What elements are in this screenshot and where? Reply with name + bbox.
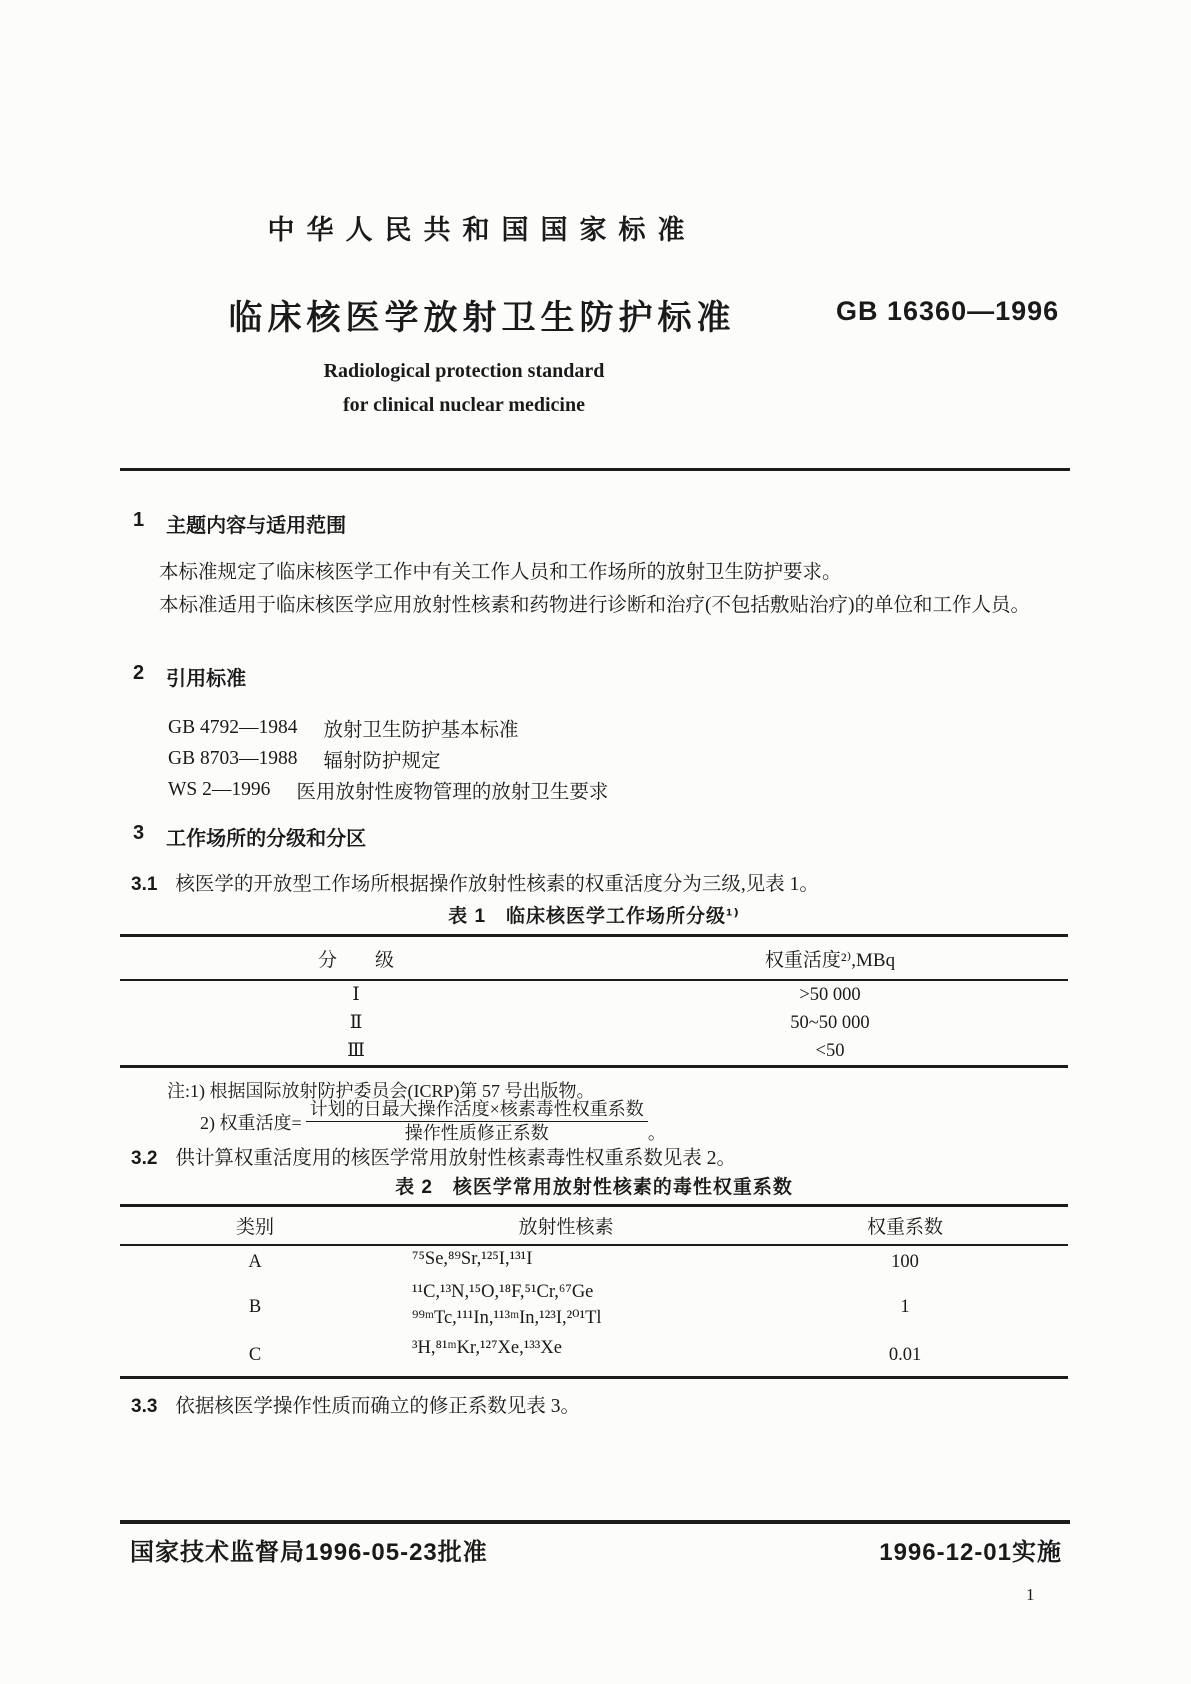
- coefficient-value: 1: [900, 1296, 910, 1317]
- activity-value: >50 000: [799, 984, 861, 1005]
- reference-name: 医用放射性废物管理的放射卫生要求: [296, 781, 609, 803]
- reference-code: WS 2—1996: [168, 778, 271, 800]
- nuclides-value: [390, 1246, 742, 1279]
- clause-3-1: [131, 868, 819, 896]
- table-1-caption: 表 1 临床核医学工作场所分级¹⁾: [448, 906, 740, 927]
- coefficient-value: 100: [891, 1252, 919, 1272]
- footer-row: [130, 1532, 1062, 1567]
- reference-name: 辐射防护规定: [323, 750, 441, 772]
- category-value: B: [248, 1296, 262, 1317]
- section-3-number: 3: [133, 822, 145, 844]
- table-row: [120, 1279, 1068, 1335]
- section-1-paragraph-2: 本标准适用于临床核医学应用放射性核素和药物进行诊断和治疗(不包括敷贴治疗)的单位和工作人员。: [159, 595, 1030, 616]
- standard-number: GB 16360—1996: [836, 296, 1060, 326]
- reference-code: GB 8703—1988: [168, 747, 298, 769]
- table-row: [120, 1246, 1068, 1279]
- reference-name: 放射卫生防护基本标准: [323, 719, 519, 741]
- table-2-header-row: [120, 1207, 1068, 1246]
- table-row: [120, 1009, 1068, 1037]
- table-2-header-category: 类别: [235, 1217, 274, 1238]
- category-value: C: [248, 1345, 262, 1365]
- activity-value: 50~50 000: [790, 1012, 870, 1033]
- section-2-title: 引用标准: [166, 668, 247, 690]
- clause-3-2: [131, 1142, 736, 1170]
- formula-period: 。: [647, 1123, 666, 1143]
- coefficient-value: 0.01: [888, 1345, 922, 1365]
- clause-3-2-text: 供计算权重活度用的核医学常用放射性核素毒性权重系数见表 2。: [175, 1148, 737, 1169]
- clause-3-3: [131, 1390, 580, 1418]
- implementation-date-text: 1996-12-01实施: [879, 1539, 1062, 1566]
- table-1-note-2-formula: [200, 1098, 666, 1145]
- formula-label: 2) 权重活度=: [200, 1112, 302, 1133]
- page-title: 临床核医学放射卫生防护标准: [228, 299, 736, 337]
- table-row: [120, 981, 1068, 1009]
- section-2-number: 2: [133, 662, 145, 684]
- nuclide-line: ³H,⁸¹ᵐKr,¹²⁷Xe,¹³³Xe: [412, 1338, 562, 1358]
- reference-code: GB 4792—1984: [168, 716, 298, 738]
- grade-value: Ⅲ: [347, 1041, 365, 1061]
- approval-date-text: 国家技术监督局1996-05-23批准: [130, 1539, 488, 1566]
- table-2-caption: 表 2 核医学常用放射性核素的毒性权重系数: [395, 1177, 793, 1198]
- formula-fraction: [306, 1098, 648, 1145]
- table-2-toxicity-weighting-factors: [120, 1204, 1068, 1379]
- nuclides-value: [390, 1279, 742, 1335]
- nuclides-value: [390, 1335, 742, 1376]
- table-2-header-coefficient: 权重系数: [866, 1217, 943, 1238]
- national-standard-header: 中华人民共和国国家标准: [267, 215, 697, 245]
- section-1-title: 主题内容与适用范围: [166, 515, 347, 537]
- table-2-header-nuclides: 放射性核素: [518, 1217, 614, 1238]
- formula-denominator: 操作性质修正系数: [404, 1123, 549, 1143]
- table-1-header-row: [120, 937, 1068, 981]
- nuclide-line: ¹¹C,¹³N,¹⁵O,¹⁸F,⁵¹Cr,⁶⁷Ge: [412, 1282, 594, 1302]
- nuclide-line: ⁷⁵Se,⁸⁹Sr,¹²⁵I,¹³¹I: [412, 1249, 533, 1269]
- section-2-heading: [133, 662, 246, 691]
- table-1-note-1: 注:1) 根据国际放射防护委员会(ICRP)第 57 号出版物。: [167, 1081, 595, 1101]
- reference-item: [168, 774, 608, 805]
- reference-list: [168, 712, 608, 805]
- table-row: [120, 1037, 1068, 1065]
- english-title-line2: for clinical nuclear medicine: [342, 394, 585, 416]
- footer-divider: [120, 1520, 1070, 1524]
- clause-3-3-number: 3.3: [131, 1396, 158, 1417]
- grade-value: Ⅱ: [349, 1013, 363, 1033]
- grade-value: Ⅰ: [352, 985, 360, 1005]
- table-1-header-grade: 分 级: [317, 949, 394, 971]
- section-1-paragraph-1: 本标准规定了临床核医学工作中有关工作人员和工作场所的放射卫生防护要求。: [159, 562, 842, 583]
- clause-3-1-number: 3.1: [131, 874, 158, 895]
- table-row: [120, 1335, 1068, 1376]
- table-1-header-activity: 权重活度²⁾,MBq: [764, 949, 896, 971]
- nuclide-line: ⁹⁹ᵐTc,¹¹¹In,¹¹³ᵐIn,¹²³I,²⁰¹Tl: [412, 1308, 602, 1328]
- page-number: 1: [1026, 1585, 1035, 1604]
- section-1-heading: [133, 509, 346, 538]
- category-value: A: [248, 1252, 262, 1272]
- english-title-line1: Radiological protection standard: [323, 360, 605, 382]
- activity-value: <50: [815, 1040, 845, 1061]
- section-3-heading: [133, 822, 366, 851]
- section-1-number: 1: [133, 509, 145, 531]
- reference-item: [168, 712, 608, 743]
- clause-3-3-text: 依据核医学操作性质而确立的修正系数见表 3。: [175, 1396, 581, 1417]
- header-divider: [120, 468, 1070, 471]
- formula-numerator: 计划的日最大操作活度×核素毒性权重系数: [306, 1098, 648, 1122]
- table-1-workplace-classification: [120, 934, 1068, 1068]
- section-3-title: 工作场所的分级和分区: [166, 828, 367, 850]
- clause-3-1-text: 核医学的开放型工作场所根据操作放射性核素的权重活度分为三级,见表 1。: [175, 874, 819, 895]
- clause-3-2-number: 3.2: [131, 1148, 158, 1169]
- reference-item: [168, 743, 608, 774]
